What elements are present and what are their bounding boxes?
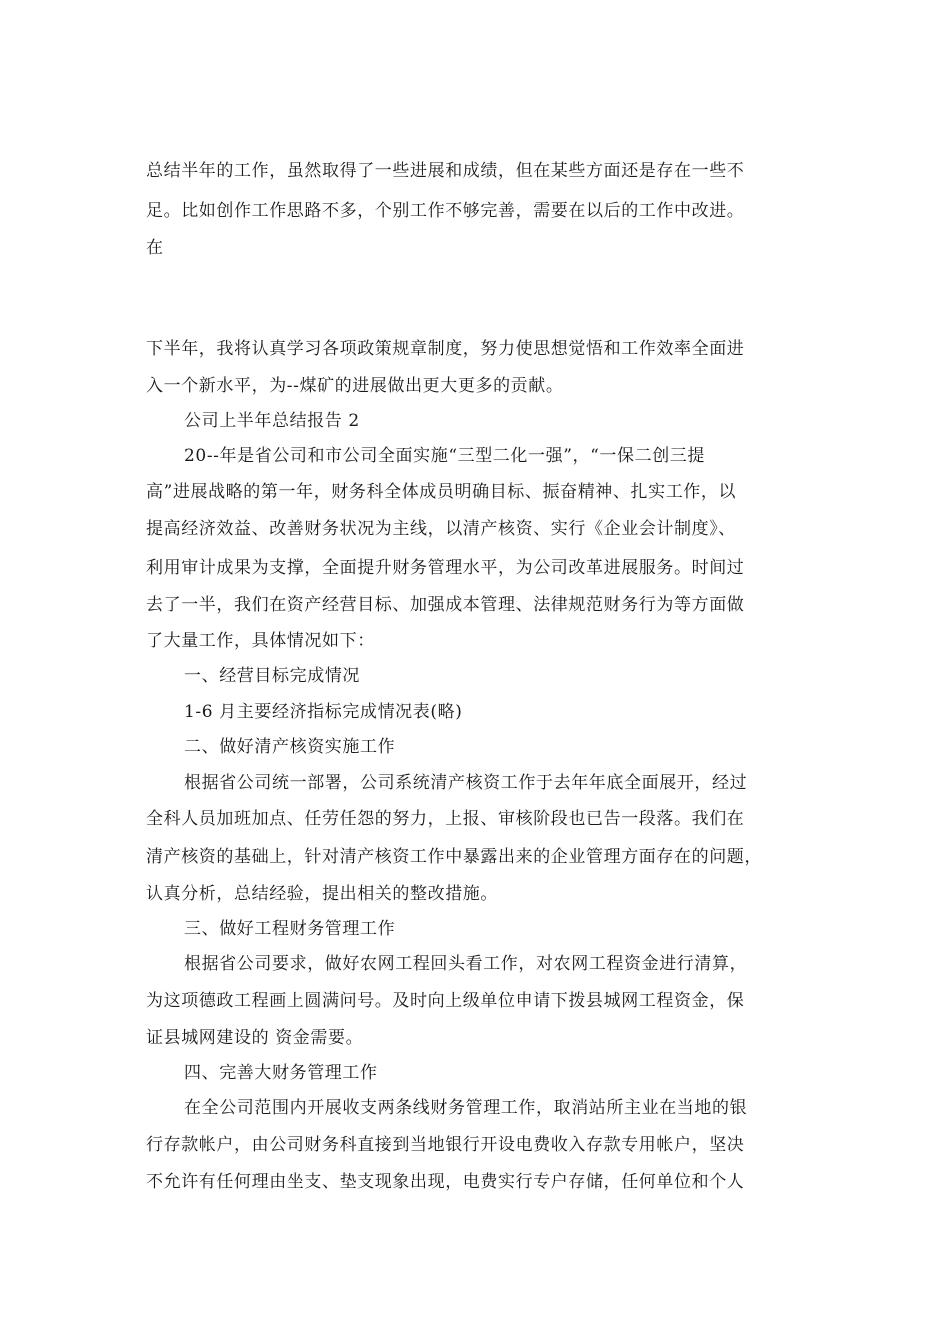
paragraph-line: 提高经济效益、改善财务状况为主线，以清产核资、实行《企业会计制度》、	[146, 519, 736, 539]
paragraph-line: 了大量工作，具体情况如下：	[146, 631, 375, 651]
section-heading: 四、完善大财务管理工作	[184, 1063, 378, 1083]
paragraph-line: 认真分析，总结经验，提出相关的整改措施。	[146, 884, 498, 904]
paragraph-line: 利用审计成果为支撑，全面提升财务管理水平，为公司改革进展服务。时间过	[146, 558, 745, 578]
paragraph-line: 下半年，我将认真学习各项政策规章制度，努力使思想觉悟和工作效率全面进	[146, 339, 745, 359]
paragraph-line: 为这项德政工程画上圆满问号。及时向上级单位申请下拨县城网工程资金，保	[146, 991, 745, 1011]
paragraph-line: 20--年是省公司和市公司全面实施“三型二化一强”，“一保二创三提	[184, 446, 705, 466]
paragraph-line: 在全公司范围内开展收支两条线财务管理工作，取消站所主业在当地的银	[184, 1098, 748, 1118]
paragraph-line: 1-6 月主要经济指标完成情况表(略)	[184, 702, 463, 722]
paragraph-line: 足。比如创作工作思路不多，个别工作不够完善，需要在以后的工作中改进。	[146, 201, 745, 221]
paragraph-line: 根据省公司统一部署，公司系统清产核资工作于去年年底全面展开，经过	[184, 773, 748, 793]
section-heading: 二、做好清产核资实施工作	[184, 737, 396, 757]
paragraph-line: 根据省公司要求，做好农网工程回头看工作，对农网工程资金进行清算，	[184, 954, 748, 974]
section-heading: 公司上半年总结报告 2	[184, 411, 360, 431]
paragraph-line: 不允许有任何理由坐支、垫支现象出现，电费实行专户存储，任何单位和个人	[146, 1172, 745, 1192]
section-heading: 三、做好工程财务管理工作	[184, 919, 396, 939]
paragraph-line: 去了一半，我们在资产经营目标、加强成本管理、法律规范财务行为等方面做	[146, 595, 745, 615]
paragraph-line: 在	[146, 238, 164, 258]
paragraph-line: 全科人员加班加点、任劳任怨的努力，上报、审核阶段也已告一段落。我们在	[146, 809, 745, 829]
paragraph-line: 高”进展战略的第一年，财务科全体成员明确目标、振奋精神、扎实工作，以	[146, 482, 737, 502]
paragraph-line: 入一个新水平，为--煤矿的进展做出更大更多的贡献。	[146, 376, 564, 396]
paragraph-line: 行存款帐户，由公司财务科直接到当地银行开设电费收入存款专用帐户，坚决	[146, 1135, 745, 1155]
paragraph-line: 清产核资的基础上，针对清产核资工作中暴露出来的企业管理方面存在的问题，	[146, 847, 762, 867]
section-heading: 一、经营目标完成情况	[184, 666, 360, 686]
paragraph-line: 总结半年的工作，虽然取得了一些进展和成绩，但在某些方面还是存在一些不	[146, 161, 745, 181]
paragraph-line: 证县城网建设的 资金需要。	[146, 1028, 364, 1048]
